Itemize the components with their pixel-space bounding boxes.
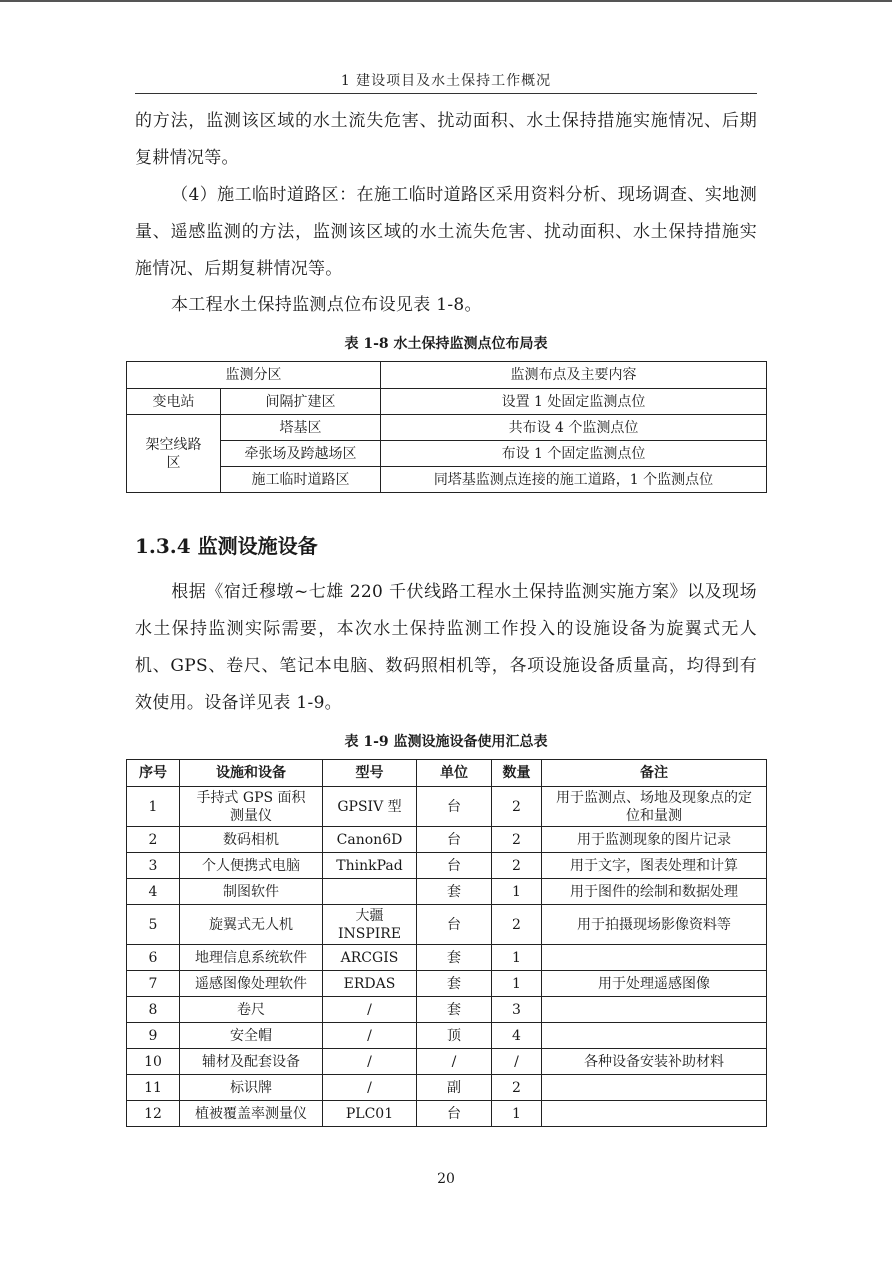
paragraph-table-ref-text: 本工程水土保持监测点位布设见表 1-8。 (171, 295, 482, 315)
cell-index: 3 (127, 853, 180, 879)
cell-model: / (323, 1023, 417, 1049)
top-border-line (0, 0, 892, 2)
table-row (127, 467, 767, 493)
cell-model: / (323, 1049, 417, 1075)
cell-equipment: 卷尺 (180, 997, 323, 1023)
cell-remarks: 用于处理遥感图像 (542, 971, 767, 997)
paragraph-table-ref (135, 287, 757, 324)
table-cell-zone: 间隔扩建区 (221, 389, 381, 415)
cell-model: ERDAS (323, 971, 417, 997)
cell-equipment: 遥感图像处理软件 (180, 971, 323, 997)
cell-remarks: 用于拍摄现场影像资料等 (542, 905, 767, 945)
table-row (127, 1049, 767, 1075)
table-1-8-caption: 表 1-8 水土保持监测点位布局表 (344, 336, 548, 352)
cell-model: / (323, 997, 417, 1023)
table-row (127, 879, 767, 905)
table-cell-zone: 牵张场及跨越场区 (221, 441, 381, 467)
cell-equipment: 辅材及配套设备 (180, 1049, 323, 1075)
cell-remarks: 用于监测点、场地及现象点的定位和量测 (542, 787, 767, 827)
table-row (127, 1023, 767, 1049)
paragraph-equipment-text: 根据《宿迁穆墩~七雄 220 千伏线路工程水土保持监测实施方案》以及现场水土保持监测实际需要，本次水土保持监测工作投入的设施设备为旋翼式无人机、GPS、卷尺、笔记本电脑、数码照相机等，各项设施设备质量高，均得到有效使用。设备详见表 1-9。 (135, 582, 757, 713)
table-row (127, 441, 767, 467)
page-number: 20 (437, 1171, 455, 1187)
paragraph-equipment (135, 574, 757, 722)
cell-index: 4 (127, 879, 180, 905)
table-row (127, 787, 767, 827)
cell-quantity: 1 (492, 1101, 542, 1127)
table-row (127, 415, 767, 441)
table-cell-zone: 施工临时道路区 (221, 467, 381, 493)
cell-model: ARCGIS (323, 945, 417, 971)
table-1-8-header-content: 监测布点及主要内容 (381, 362, 767, 389)
cell-model: 大疆 INSPIRE (323, 905, 417, 945)
col-header-index: 序号 (127, 760, 180, 787)
cell-equipment: 数码相机 (180, 827, 323, 853)
table-row (127, 853, 767, 879)
cell-quantity: 2 (492, 787, 542, 827)
cell-model (323, 879, 417, 905)
paragraph-temp-road (135, 177, 757, 288)
table-1-8-group-substation: 变电站 (127, 389, 221, 415)
table-row (127, 827, 767, 853)
cell-quantity: 1 (492, 879, 542, 905)
header-rule (135, 93, 757, 94)
table-row (127, 389, 767, 415)
table-1-9-header-row (127, 760, 767, 787)
cell-equipment: 标识牌 (180, 1075, 323, 1101)
table-row (127, 1075, 767, 1101)
cell-model: ThinkPad (323, 853, 417, 879)
table-row (127, 1101, 767, 1127)
table-1-8-group-overhead: 架空线路区 (127, 415, 221, 493)
cell-quantity: 1 (492, 971, 542, 997)
cell-unit: 顶 (417, 1023, 492, 1049)
cell-remarks: 用于文字，图表处理和计算 (542, 853, 767, 879)
cell-remarks (542, 945, 767, 971)
cell-equipment: 制图软件 (180, 879, 323, 905)
table-cell-content: 设置 1 处固定监测点位 (381, 389, 767, 415)
cell-index: 11 (127, 1075, 180, 1101)
table-1-8 (126, 361, 767, 493)
paragraph-temp-road-text: （4）施工临时道路区：在施工临时道路区采用资料分析、现场调查、实地测量、遥感监测的方法，监测该区域的水土流失危害、扰动面积、水土保持措施实施情况、后期复耕情况等。 (135, 185, 757, 279)
cell-remarks (542, 1075, 767, 1101)
cell-equipment: 安全帽 (180, 1023, 323, 1049)
cell-remarks: 用于监测现象的图片记录 (542, 827, 767, 853)
cell-index: 10 (127, 1049, 180, 1075)
cell-equipment: 手持式 GPS 面积测量仪 (180, 787, 323, 827)
cell-equipment: 旋翼式无人机 (180, 905, 323, 945)
table-cell-content: 布设 1 个固定监测点位 (381, 441, 767, 467)
cell-quantity: / (492, 1049, 542, 1075)
cell-index: 5 (127, 905, 180, 945)
cell-equipment: 个人便携式电脑 (180, 853, 323, 879)
cell-model: Canon6D (323, 827, 417, 853)
cell-remarks: 各种设备安装补助材料 (542, 1049, 767, 1075)
cell-equipment: 植被覆盖率测量仪 (180, 1101, 323, 1127)
cell-unit: 台 (417, 827, 492, 853)
cell-quantity: 2 (492, 1075, 542, 1101)
cell-quantity: 1 (492, 945, 542, 971)
table-cell-content: 共布设 4 个监测点位 (381, 415, 767, 441)
cell-unit: 套 (417, 971, 492, 997)
table-row (127, 971, 767, 997)
cell-index: 8 (127, 997, 180, 1023)
cell-unit: 台 (417, 905, 492, 945)
cell-index: 2 (127, 827, 180, 853)
table-1-9-caption: 表 1-9 监测设施设备使用汇总表 (344, 734, 548, 750)
table-1-9 (126, 759, 767, 1127)
cell-quantity: 2 (492, 827, 542, 853)
table-cell-zone: 塔基区 (221, 415, 381, 441)
cell-remarks: 用于图件的绘制和数据处理 (542, 879, 767, 905)
cell-unit: 副 (417, 1075, 492, 1101)
col-header-model: 型号 (323, 760, 417, 787)
cell-unit: 台 (417, 787, 492, 827)
cell-index: 9 (127, 1023, 180, 1049)
cell-index: 1 (127, 787, 180, 827)
cell-unit: / (417, 1049, 492, 1075)
cell-unit: 台 (417, 1101, 492, 1127)
cell-quantity: 2 (492, 853, 542, 879)
cell-remarks (542, 1023, 767, 1049)
cell-equipment: 地理信息系统软件 (180, 945, 323, 971)
table-1-8-header-zone: 监测分区 (127, 362, 381, 389)
table-row (127, 905, 767, 945)
cell-quantity: 2 (492, 905, 542, 945)
cell-unit: 套 (417, 997, 492, 1023)
cell-remarks (542, 997, 767, 1023)
table-row (127, 945, 767, 971)
cell-unit: 套 (417, 879, 492, 905)
cell-index: 7 (127, 971, 180, 997)
table-cell-content: 同塔基监测点连接的施工道路，1 个监测点位 (381, 467, 767, 493)
cell-unit: 台 (417, 853, 492, 879)
col-header-quantity: 数量 (492, 760, 542, 787)
cell-quantity: 3 (492, 997, 542, 1023)
col-header-equipment: 设施和设备 (180, 760, 323, 787)
col-header-unit: 单位 (417, 760, 492, 787)
cell-model: GPSIV 型 (323, 787, 417, 827)
table-1-8-header-row (127, 362, 767, 389)
cell-unit: 套 (417, 945, 492, 971)
cell-quantity: 4 (492, 1023, 542, 1049)
cell-remarks (542, 1101, 767, 1127)
cell-index: 6 (127, 945, 180, 971)
paragraph-continuation: 的方法，监测该区域的水土流失危害、扰动面积、水土保持措施实施情况、后期复耕情况等。 (135, 111, 757, 168)
col-header-remarks: 备注 (542, 760, 767, 787)
cell-index: 12 (127, 1101, 180, 1127)
table-row (127, 997, 767, 1023)
cell-model: PLC01 (323, 1101, 417, 1127)
running-header: 1 建设项目及水土保持工作概况 (340, 73, 552, 89)
cell-model: / (323, 1075, 417, 1101)
section-title: 1.3.4 监测设施设备 (135, 534, 318, 558)
